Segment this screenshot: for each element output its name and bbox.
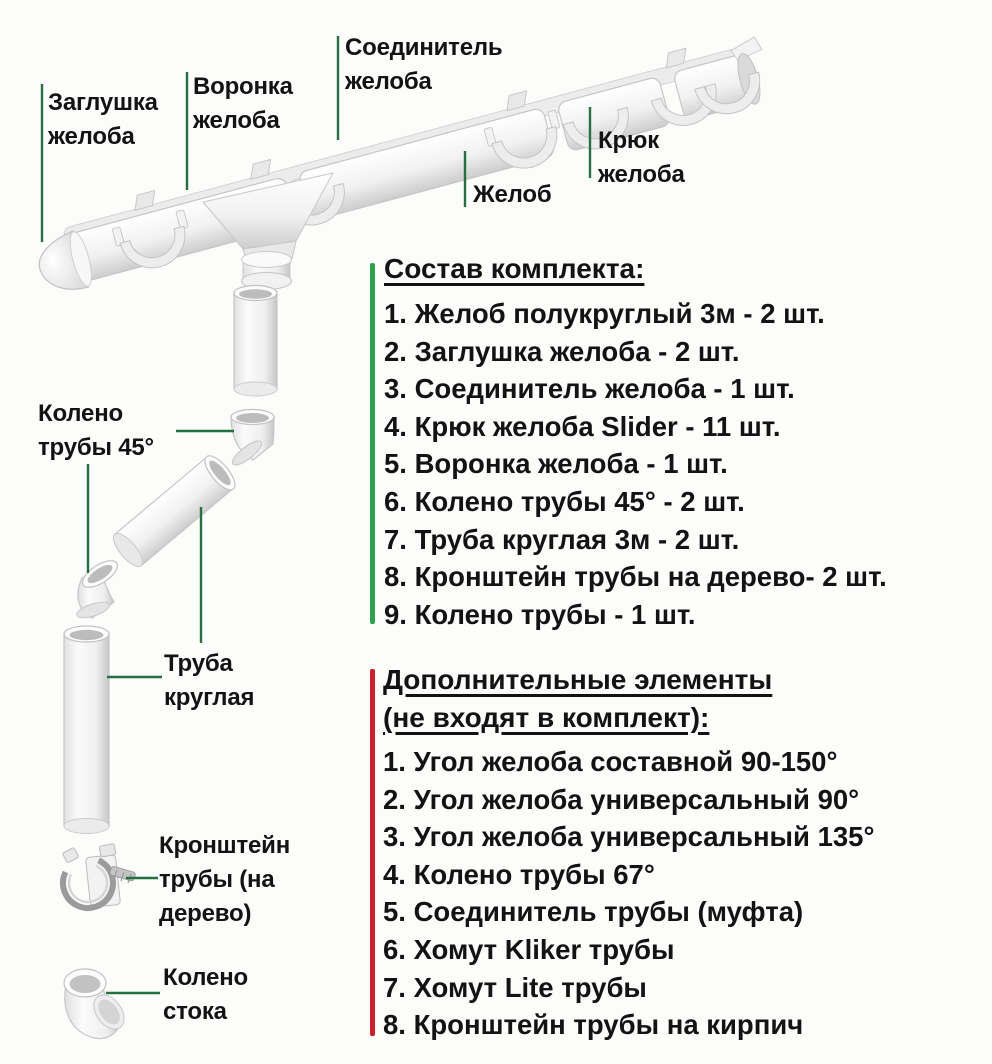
pipe-elbow-45-upper: [229, 410, 274, 469]
kit-item-7: 7. Труба круглая 3м - 2 шт.: [384, 523, 740, 555]
extras-item-8: 8. Кронштейн трубы на кирпич: [383, 1009, 804, 1041]
kit-item-5: 5. Воронка желоба - 1 шт.: [384, 448, 728, 480]
label-gutter: Желоб: [473, 181, 552, 208]
kit-item-9: 9. Колено трубы - 1 шт.: [384, 598, 696, 630]
kit-list: [384, 295, 887, 633]
downpipe-section: [234, 286, 277, 397]
tree-bracket: [55, 844, 136, 917]
extras-item-4: 4. Колено трубы 67°: [383, 858, 655, 890]
extras-item-2: 2. Угол желоба универсальный 90°: [383, 783, 860, 815]
kit-item-1: 1. Желоб полукруглый 3м - 2 шт.: [384, 298, 825, 329]
pipe-elbow-45-lower: [75, 556, 122, 621]
label-gutter-funnel: Воронка желоба: [193, 73, 293, 134]
extras-item-1: 1. Угол желоба составной 90-150°: [383, 746, 838, 777]
round-pipe: [64, 626, 109, 834]
extras-list: [383, 743, 874, 1044]
label-gutter-hook: Крюк желоба: [598, 127, 685, 188]
label-round-pipe: Труба круглая: [164, 650, 255, 711]
kit-accent-bar: [370, 263, 375, 624]
diagonal-pipe: [108, 451, 240, 571]
label-drain-elbow: Колено стока: [163, 964, 248, 1025]
label-gutter-endcap: Заглушка желоба: [48, 89, 158, 150]
kit-list-title: Состав комплекта:: [384, 253, 645, 284]
extras-item-6: 6. Хомут Kliker трубы: [383, 933, 675, 965]
label-tree-bracket: Кронштейн трубы (на дерево): [159, 832, 291, 927]
kit-item-8: 8. Кронштейн трубы на дерево- 2 шт.: [384, 561, 887, 593]
extras-accent-bar: [370, 669, 375, 1036]
label-gutter-connector: Соединитель желоба: [345, 34, 503, 95]
kit-item-4: 4. Крюк желоба Slider - 11 шт.: [384, 410, 781, 442]
kit-item-6: 6. Колено трубы 45° - 2 шт.: [384, 485, 745, 517]
label-pipe-elbow-45: Колено трубы 45°: [38, 400, 154, 461]
extras-item-3: 3. Угол желоба универсальный 135°: [383, 821, 875, 853]
extras-item-7: 7. Хомут Lite трубы: [383, 971, 647, 1003]
extras-list-title-line1: Дополнительные элементы: [383, 664, 773, 695]
extras-item-5: 5. Соединитель трубы (муфта): [383, 896, 804, 928]
kit-item-2: 2. Заглушка желоба - 2 шт.: [384, 335, 740, 367]
kit-item-3: 3. Соединитель желоба - 1 шт.: [384, 373, 795, 405]
drain-elbow: [64, 969, 130, 1039]
extras-list-title-line2: (не входят в комплект):: [383, 702, 710, 733]
